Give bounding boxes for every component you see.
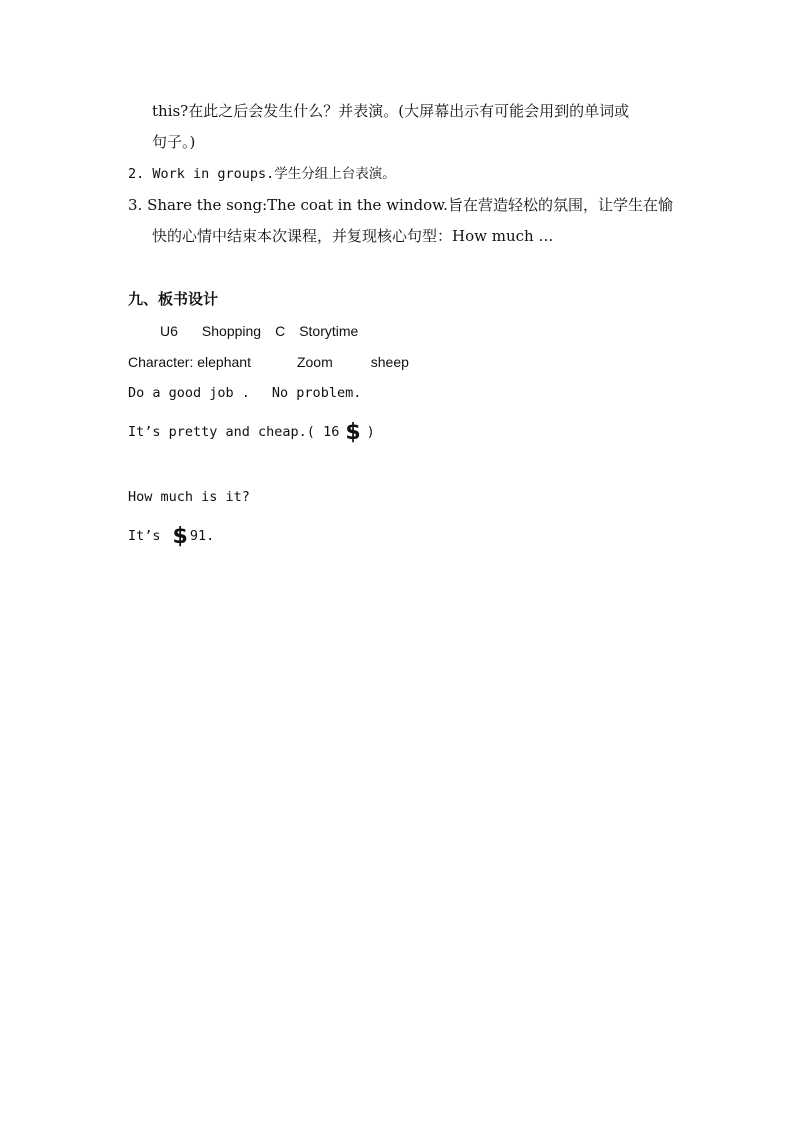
step1-text-line1: this?在此之后会发生什么？并表演。(大屏幕出示有可能会用到的单词或 [152,102,630,120]
pretty-cheap-text: It’s pretty and cheap.( 16 [128,424,340,440]
phrases-line [128,383,361,403]
board-design-heading [128,289,218,309]
step2-text: 2. Work in groups.学生分组上台表演。 [128,166,396,182]
question-line [128,487,250,507]
question-text: How much is it? [128,489,250,505]
unit-storytime: Storytime [299,323,359,339]
heading-text: 九、板书设计 [128,290,219,308]
phrase-no-problem: No problem. [271,385,362,401]
step3-text-line2: 快的心情中结束本次课程，并复现核心句型：How much … [152,227,554,245]
step1-text-line2: 句子。) [152,133,196,151]
phrase-good-job: Do a good job . [128,385,250,401]
answer-value: 91. [189,528,215,544]
dollar-icon: $ [345,420,361,445]
character-label: Character: elephant [128,354,251,370]
step3-text-line1: 3. Share the song:The coat in the window.旨在营造轻松的氛围，让学生在愉 [128,196,673,214]
character-line [128,352,409,372]
answer-prefix: It’s [128,528,161,544]
character-sheep: sheep [370,354,409,370]
step3-line1 [128,195,673,215]
step1-continuation-line [152,101,629,121]
unit-part: C [275,323,286,339]
unit-shopping: Shopping [201,323,262,339]
dollar-icon: $ [172,524,188,549]
board-title-line [160,321,358,341]
step2-line [128,164,396,184]
step1-continuation-line2 [152,132,195,152]
step3-line2 [152,226,553,246]
close-paren: ) [366,424,375,440]
answer-line [128,526,214,547]
pretty-cheap-line [128,422,375,443]
character-zoom: Zoom [296,354,333,370]
unit-label: U6 [160,323,178,339]
